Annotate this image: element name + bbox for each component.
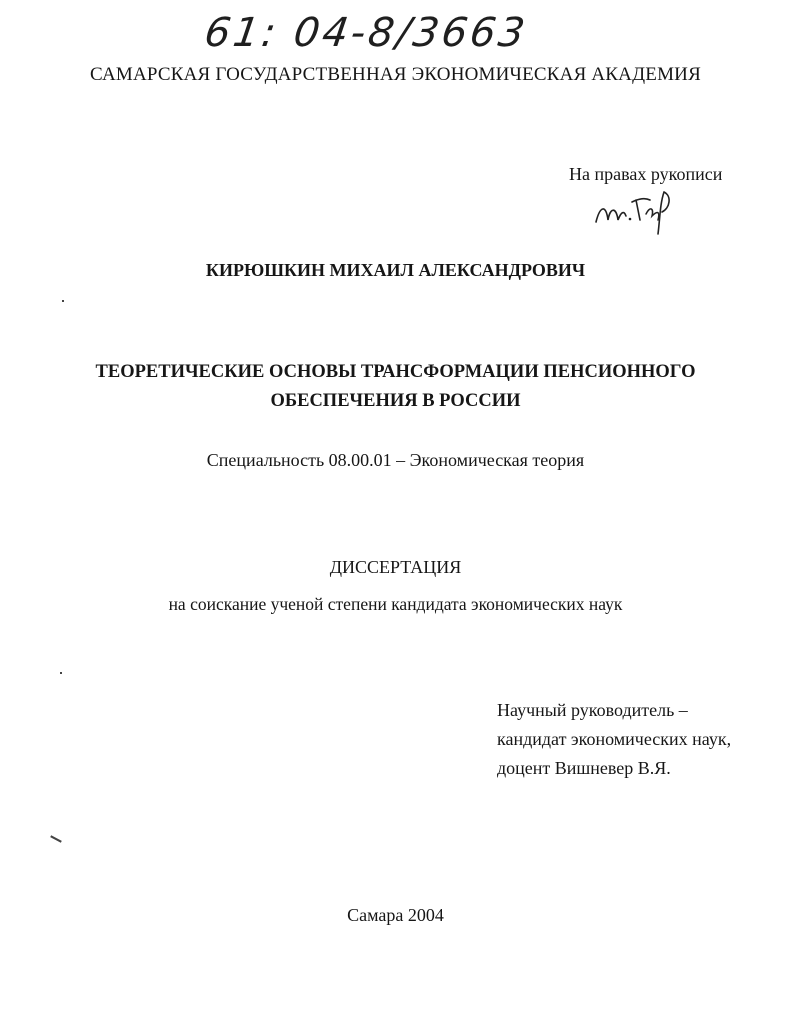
manuscript-note: На правах рукописи [569, 164, 723, 184]
author-name: КИРЮШКИН МИХАИЛ АЛЕКСАНДРОВИЧ [205, 260, 586, 280]
title-line-2: ОБЕСПЕЧЕНИЯ В РОССИИ [270, 391, 521, 411]
academy-name: САМАРСКАЯ ГОСУДАРСТВЕННАЯ ЭКОНОМИЧЕСКАЯ АКАДЕМИЯ [90, 64, 701, 85]
supervisor-line-2: кандидат экономических наук, [497, 729, 732, 749]
scan-speck [60, 672, 62, 674]
place-and-year: Самара 2004 [347, 905, 444, 925]
supervisor-block [497, 696, 731, 783]
speciality: Специальность 08.00.01 – Экономическая теория [206, 450, 585, 470]
scan-speck [62, 300, 64, 302]
author-signature [588, 186, 678, 238]
document-type: ДИССЕРТАЦИЯ [329, 557, 462, 577]
archive-code: 61: 04-8/3663 [201, 10, 531, 56]
dissertation-title [0, 358, 791, 416]
title-line-1: ТЕОРЕТИЧЕСКИЕ ОСНОВЫ ТРАНСФОРМАЦИИ ПЕНСИОННОГО [95, 362, 696, 382]
degree-description: на соискание ученой степени кандидата экономических наук [168, 594, 623, 614]
supervisor-line-3: доцент Вишневер В.Я. [497, 758, 671, 778]
scan-speck [50, 835, 62, 842]
supervisor-line-1: Научный руководитель – [497, 700, 688, 720]
